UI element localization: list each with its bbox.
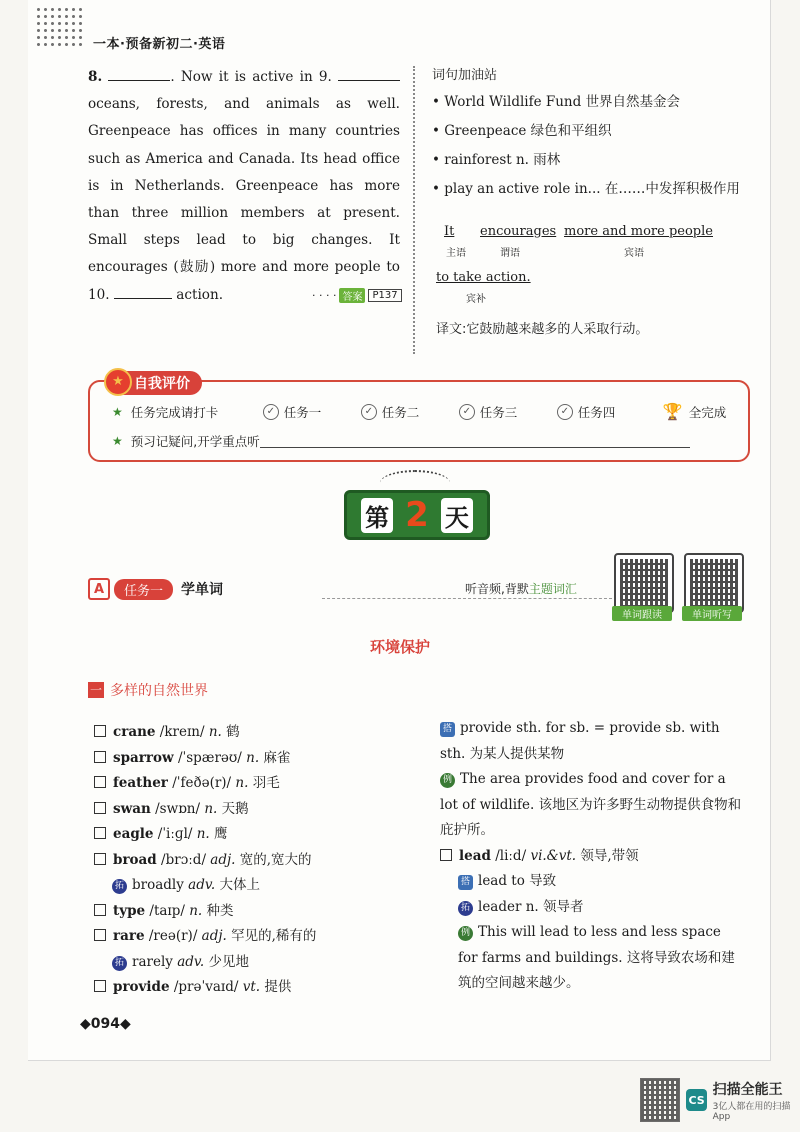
pos: adv. (177, 953, 205, 970)
word: crane (113, 724, 156, 740)
vocab-item (94, 797, 434, 823)
word: rare (113, 928, 145, 944)
pos: n. (189, 902, 203, 919)
qr-label-dictation: 单词听写 (682, 606, 742, 621)
example-badge-icon: 例 (458, 926, 473, 941)
checkbox[interactable] (94, 853, 106, 865)
analysis-word: It (444, 224, 455, 239)
note-item: • rainforest n. 雨林 (432, 152, 561, 168)
checkbox[interactable] (440, 849, 452, 861)
translation: 译文:它鼓励越来越多的人采取行动。 (436, 322, 649, 337)
trophy-icon: 🏆 (662, 402, 683, 421)
vocab-notes (432, 64, 752, 199)
pos: n. (235, 775, 249, 791)
pos: n. (246, 749, 260, 766)
self-eval-label: 自我评价 (134, 376, 190, 392)
cs-logo: CS (686, 1089, 706, 1111)
word: broadly (132, 877, 184, 893)
checkbox[interactable] (94, 725, 106, 737)
dot-pattern-decoration (35, 6, 85, 46)
checkbox[interactable] (94, 802, 106, 814)
star-icon: ★ (112, 434, 123, 448)
ipa: /ˈiːɡl/ (157, 826, 193, 842)
word: type (113, 902, 146, 919)
meaning: 麻雀 (263, 749, 291, 766)
task-pill: 任务一 (114, 579, 173, 600)
vocab-item (94, 746, 434, 772)
word: feather (113, 775, 168, 791)
word: rarely (132, 953, 173, 970)
blank-number-8: 8. (88, 69, 103, 85)
phrase-text: lead to 导致 (478, 873, 557, 889)
ipa: /swɒn/ (155, 800, 201, 817)
vocab-item (94, 924, 434, 950)
watermark-sub: 3亿人都在用的扫描App (712, 1101, 791, 1122)
analysis-role: 主语 (446, 248, 466, 259)
day-number: 2 (405, 495, 429, 535)
analysis-role: 谓语 (500, 248, 520, 259)
qr-code-icon[interactable] (684, 553, 744, 613)
vocab-item (94, 975, 434, 1001)
questions-row (112, 432, 690, 450)
pos: adj. (201, 928, 227, 944)
day-badge (344, 490, 490, 540)
task-header (88, 578, 223, 600)
subheading-text: 多样的自然世界 (110, 683, 208, 699)
task-label: 任务二 (381, 404, 420, 420)
vocab-item (94, 873, 434, 899)
note-item: • World Wildlife Fund 世界自然基金会 (432, 94, 681, 110)
vocab-item (94, 848, 434, 874)
task-note-text: 听音频,背默 (465, 582, 529, 596)
word: provide (113, 979, 170, 995)
ipa: /reə(r)/ (148, 928, 198, 944)
phrase-text: provide sth. for sb. = provide sb. with sth. 为某人提供某物 (440, 720, 720, 762)
ipa: /brɔːd/ (161, 851, 206, 868)
ipa: /ˈfeðə(r)/ (172, 775, 232, 791)
check-icon: ✓ (263, 404, 279, 420)
checkbox[interactable] (94, 904, 106, 916)
vocab-item (94, 720, 434, 746)
star-icon: ★ (112, 404, 123, 419)
dashed-divider (322, 598, 612, 599)
page-header: 一本·预备新初二·英语 (93, 37, 226, 52)
meaning: 鹰 (214, 826, 228, 842)
meaning: 提供 (264, 979, 292, 995)
pos: adj. (210, 851, 236, 868)
ipa: /kreɪn/ (159, 724, 205, 740)
task-label: 任务四 (577, 404, 616, 420)
meaning: 领导,带领 (580, 847, 639, 864)
checkbox[interactable] (94, 776, 106, 788)
task-title: 学单词 (181, 582, 224, 598)
analysis-word: to take action. (436, 270, 531, 285)
complete-label: 全完成 (688, 404, 727, 420)
answer-tag: 答案 (339, 288, 365, 303)
meaning: 大体上 (219, 877, 260, 893)
analysis-role: 宾补 (466, 294, 486, 305)
checkbox[interactable] (94, 980, 106, 992)
meaning: 宽的,宽大的 (239, 851, 312, 868)
collocation-badge-icon: 搭 (458, 875, 473, 890)
checklist-label: 任务完成请打卡 (130, 404, 219, 420)
extension-text: leader n. 领导者 (478, 898, 584, 915)
word: eagle (113, 826, 154, 842)
task-checklist (112, 402, 732, 421)
note-item: • play an active role in... 在……中发挥积极作用 (432, 181, 740, 197)
questions-label: 预习记疑问,开学重点听 (130, 434, 260, 449)
passage-text-2: oceans, forests, and animals as well. Greenpeace has offices in many countries such as America and Canada. Its head office is in Netherlands. Greenpeace has more than three million members at present. Small steps lead to big changes. It encourages (鼓励) more and more people to 10. (88, 96, 400, 303)
passage-text-end: action. (176, 286, 224, 303)
pos: adv. (188, 877, 216, 893)
ipa: /liːd/ (495, 847, 527, 864)
meaning: 种类 (206, 902, 234, 919)
qr-label-follow: 单词跟读 (612, 606, 672, 621)
vocab-item (94, 950, 434, 976)
answer-page: P137 (368, 289, 401, 302)
example-text: The area provides food and cover for a lot of wildlife. 该地区为许多野生动物提供食物和庇护所。 (440, 771, 742, 838)
meaning: 天鹅 (221, 800, 249, 817)
star-medal-icon: ★ (104, 368, 132, 396)
meaning: 羽毛 (252, 775, 280, 791)
ipa: /prəˈvaɪd/ (173, 979, 239, 995)
ipa: /ˈspærəʊ/ (177, 749, 242, 766)
word: broad (113, 851, 157, 868)
blank-10[interactable] (114, 284, 172, 299)
blank-8[interactable] (108, 66, 170, 81)
ipa: /taɪp/ (149, 902, 185, 919)
collocation-badge-icon: 搭 (440, 722, 455, 737)
analysis-word: encourages (480, 224, 557, 239)
check-icon: ✓ (361, 404, 377, 420)
subheading-mark: 一 (89, 683, 102, 697)
pos: vi.&vt. (530, 847, 577, 864)
day-right: 天 (441, 498, 473, 533)
vocab-item (94, 899, 434, 925)
task-check-2[interactable] (361, 403, 459, 421)
task-note (465, 580, 577, 597)
extension-badge-icon: 拓 (112, 879, 127, 894)
passage-text-1: . Now it is active in 9. (170, 69, 332, 85)
page-number: ◆094◆ (80, 1016, 131, 1032)
notes-title: 词句加油站 (432, 68, 498, 83)
checkbox[interactable] (94, 827, 106, 839)
blank-9[interactable] (338, 66, 400, 81)
example-text: This will lead to less and less space for farms and buildings. 这将导致农场和建筑的空间越来越少。 (458, 924, 735, 991)
word: lead (459, 847, 491, 864)
column-divider (413, 66, 415, 354)
task-check-4[interactable] (557, 403, 663, 421)
task-note-highlight: 主题词汇 (528, 582, 577, 596)
questions-input-line[interactable] (260, 435, 690, 448)
qr-code-icon[interactable] (614, 553, 674, 613)
vocab-item (94, 822, 434, 848)
sentence-analysis (436, 224, 736, 304)
check-icon: ✓ (557, 404, 573, 420)
analysis-role: 宾语 (624, 248, 644, 259)
watermark-name: 扫描全能王 (712, 1081, 783, 1098)
page-number-text: 094 (90, 1016, 121, 1032)
scanner-watermark (640, 1078, 800, 1122)
vocab-item (94, 771, 434, 797)
answer-reference[interactable] (312, 288, 402, 303)
task-label: 任务一 (283, 404, 322, 420)
meaning: 少见地 (208, 953, 249, 970)
task-check-3[interactable] (459, 403, 557, 421)
analysis-word: more and more people (564, 224, 713, 239)
extension-badge-icon: 拓 (112, 956, 127, 971)
extension-badge-icon: 拓 (458, 901, 473, 916)
meaning: 鹤 (226, 724, 240, 740)
pos: n. (196, 826, 210, 842)
pos: n. (204, 800, 218, 817)
note-item: • Greenpeace 绿色和平组织 (432, 123, 612, 139)
pos: vt. (242, 979, 261, 995)
word: sparrow (113, 749, 174, 766)
checkbox[interactable] (94, 929, 106, 941)
pos: n. (208, 724, 222, 740)
task-letter: A (88, 578, 110, 600)
check-icon: ✓ (459, 404, 475, 420)
self-eval-tag (108, 371, 202, 395)
vocab-list-left (94, 720, 434, 1001)
example-badge-icon: 例 (440, 773, 455, 788)
reading-passage (88, 64, 400, 309)
dots-leader: · · · · (312, 289, 337, 302)
word: swan (113, 800, 151, 817)
meaning: 罕见的,稀有的 (231, 928, 317, 944)
watermark-qr-icon (640, 1078, 680, 1122)
task-complete[interactable] (663, 402, 726, 421)
vocab-item-lead (440, 844, 744, 870)
section-title: 环境保护 (369, 638, 430, 656)
checkbox[interactable] (94, 751, 106, 763)
day-left: 第 (361, 498, 393, 533)
subheading (88, 680, 208, 700)
task-check-1[interactable] (263, 403, 361, 421)
task-label: 任务三 (479, 404, 518, 420)
vocab-list-right (440, 716, 744, 997)
